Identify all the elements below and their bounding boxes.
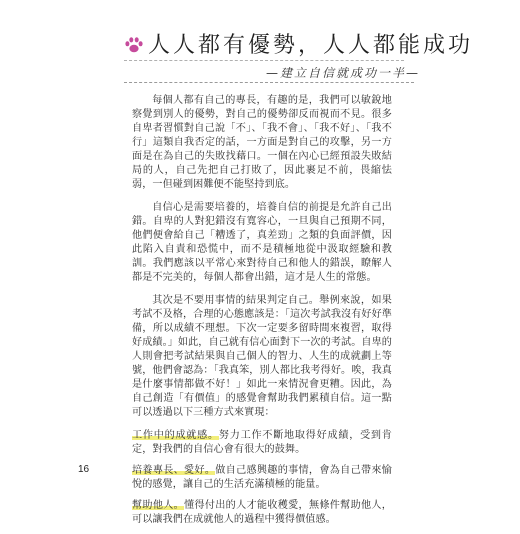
body-text xyxy=(132,94,392,534)
tip-item xyxy=(132,499,392,527)
paragraph: 每個人都有自己的專長，有趣的是，我們可以敏銳地察覺到別人的優勢，對自己的優勢卻反而視而不見。很多自卑者習慣對自己說「不」、「我不會」、「我不好」、「我不行」這類自我否定的話，一方面是對自己的攻擊，另一方面是在為自己的失敗找藉口。一個在內心已經預設失敗結局的人，自己先把自己打敗了，因此裹足不前，畏縮怯弱，一但碰到困難便不能堅持到底。 xyxy=(132,95,392,190)
divider xyxy=(124,82,414,83)
tip-item xyxy=(132,429,392,457)
title-underline xyxy=(124,60,404,61)
paragraph: 自信心是需要培養的，培養自信的前提是允許自己出錯。自卑的人對犯錯沒有寬容心，一旦與自己預期不同，他們便會給自己「糟透了，真差勁」之類的負面評價，因此陷入自責和恐慌中，而不是積極地從中汲取經驗和教訓。我們應該以平常心來對待自己和他人的錯誤，瞭解人都是不完美的，每個人都會出錯，這才是人生的常態。 xyxy=(132,202,392,283)
tip-text: 努力工作不斷地取得好成績，受到肯定，對我們的自信心會有很大的鼓舞。 xyxy=(132,430,392,455)
page-subtitle: —建立自信就成功一半— xyxy=(266,66,421,80)
paw-print-icon xyxy=(124,36,144,54)
tip-text: 做自己感興趣的事情，會為自己帶來愉悅的感覺，讓自己的生活充滿積極的能量。 xyxy=(132,465,392,490)
tip-highlight: 工作中的成就感。 xyxy=(132,430,219,441)
page-title: 人人都有優勢，人人都能成功 xyxy=(148,33,474,58)
paragraph: 其次是不要用事情的結果判定自己。舉例來說，如果考試不及格，合理的心態應該是：「這次考試我沒有好好準備，所以成績不理想。下次一定要多留時間來複習，取得好成績。」如此，自己就有信心面對下一次的考試。自卑的人則會把考試結果與自己個人的智力、人生的成就劃上等號，他們會認為：「我真笨，別人都比我考得好。唉，我真是什麼事情都做不好！」如此一來情況會更糟。因此，為自己創造「有價值」的感覺會幫助我們累積自信。這一點可以透過以下三種方式來實現： xyxy=(132,295,392,418)
tip-text: 懂得付出的人才能收穫愛，無條件幫助他人，可以讓我們在成就他人的過程中獲得價值感。 xyxy=(132,500,393,525)
tip-item xyxy=(132,464,392,492)
tip-highlight: 幫助他人。 xyxy=(132,500,185,511)
page-number: 16 xyxy=(78,464,90,475)
tip-highlight: 培養專長、愛好。 xyxy=(132,465,216,476)
